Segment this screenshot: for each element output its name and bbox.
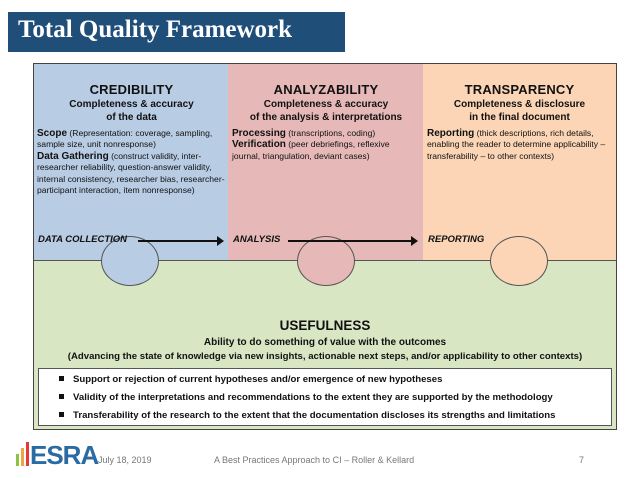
- usefulness-subtitle: Ability to do something of value with the outcomes: [203, 337, 447, 348]
- logo-text: ESRA: [30, 440, 99, 470]
- stage-data-collection: DATA COLLECTION: [38, 234, 128, 245]
- slide-title: Total Quality Framework: [18, 16, 293, 43]
- usefulness-bullet: Transferability of the research to the extent that the documentation discloses its strengths and limitations: [59, 410, 555, 421]
- transparency-body: [427, 128, 607, 162]
- logo-bar-orange: [21, 448, 24, 466]
- stage-analysis: ANALYSIS: [233, 234, 281, 245]
- analyzability-title: ANALYZABILITY: [273, 82, 379, 97]
- usefulness-title: USEFULNESS: [279, 318, 371, 333]
- footer-citation: A Best Practices Approach to CI – Roller & Kellard: [214, 455, 415, 465]
- esra-logo: [14, 440, 99, 470]
- logo-bar-red: [26, 442, 29, 466]
- analyzability-body: [232, 128, 418, 162]
- verification-label: Verification: [232, 139, 286, 151]
- bullet-square-icon: [59, 376, 64, 381]
- usefulness-bullet: Validity of the interpretations and recommendations to the extent they are supported by the methodology: [59, 392, 553, 403]
- reporting-text: (thick descriptions, rich details, enabling the reader to determine applicability – transferability – to other contexts): [427, 128, 606, 161]
- scope-label: Scope: [37, 128, 68, 139]
- transparency-subtitle-line1: Completeness & disclosure: [453, 99, 586, 110]
- verification-text: (peer debriefings, reflexive journal, triangulation, deviant cases): [232, 139, 390, 161]
- usefulness-description: (Advancing the state of knowledge via new insights, actionable next steps, and/or applicability to other contexts): [67, 351, 583, 362]
- usefulness-bullet: Support or rejection of current hypotheses and/or emergence of new hypotheses: [59, 374, 442, 385]
- footer-date: July 18, 2019: [98, 455, 152, 465]
- transparency-subtitle-line2: in the final document: [469, 112, 570, 123]
- reporting-label: Reporting: [427, 128, 475, 139]
- bullet-square-icon: [59, 412, 64, 417]
- analyzability-puzzle-tab: [297, 236, 355, 286]
- credibility-title: CREDIBILITY: [89, 82, 174, 97]
- data-gathering-text: (construct validity, inter-researcher reliability, question-answer validity, internal consistency, researcher bias, researcher-participant interaction, item nonresponse): [37, 150, 225, 196]
- analyzability-subtitle-line2: of the analysis & interpretations: [249, 112, 403, 123]
- scope-text: (Representation: coverage, sampling, sample size, unit nonresponse): [37, 128, 213, 150]
- bullet-square-icon: [59, 394, 64, 399]
- usefulness-bullets-box: [38, 368, 612, 426]
- data-gathering-label: Data Gathering: [37, 150, 109, 162]
- credibility-subtitle-line2: of the data: [106, 112, 157, 123]
- credibility-body: [37, 128, 225, 196]
- processing-label: Processing: [232, 128, 286, 139]
- analyzability-subtitle-line1: Completeness & accuracy: [263, 99, 389, 110]
- transparency-title: TRANSPARENCY: [464, 82, 575, 97]
- page-number: 7: [579, 455, 585, 465]
- arrow-to-reporting: [288, 240, 414, 242]
- transparency-puzzle-tab: [490, 236, 548, 286]
- processing-text: (transcriptions, coding): [285, 128, 376, 138]
- credibility-subtitle-line1: Completeness & accuracy: [69, 99, 194, 110]
- arrow-to-analysis: [138, 240, 220, 242]
- title-banner: [8, 12, 345, 52]
- stage-reporting: REPORTING: [428, 234, 485, 245]
- logo-bar-green: [16, 454, 19, 466]
